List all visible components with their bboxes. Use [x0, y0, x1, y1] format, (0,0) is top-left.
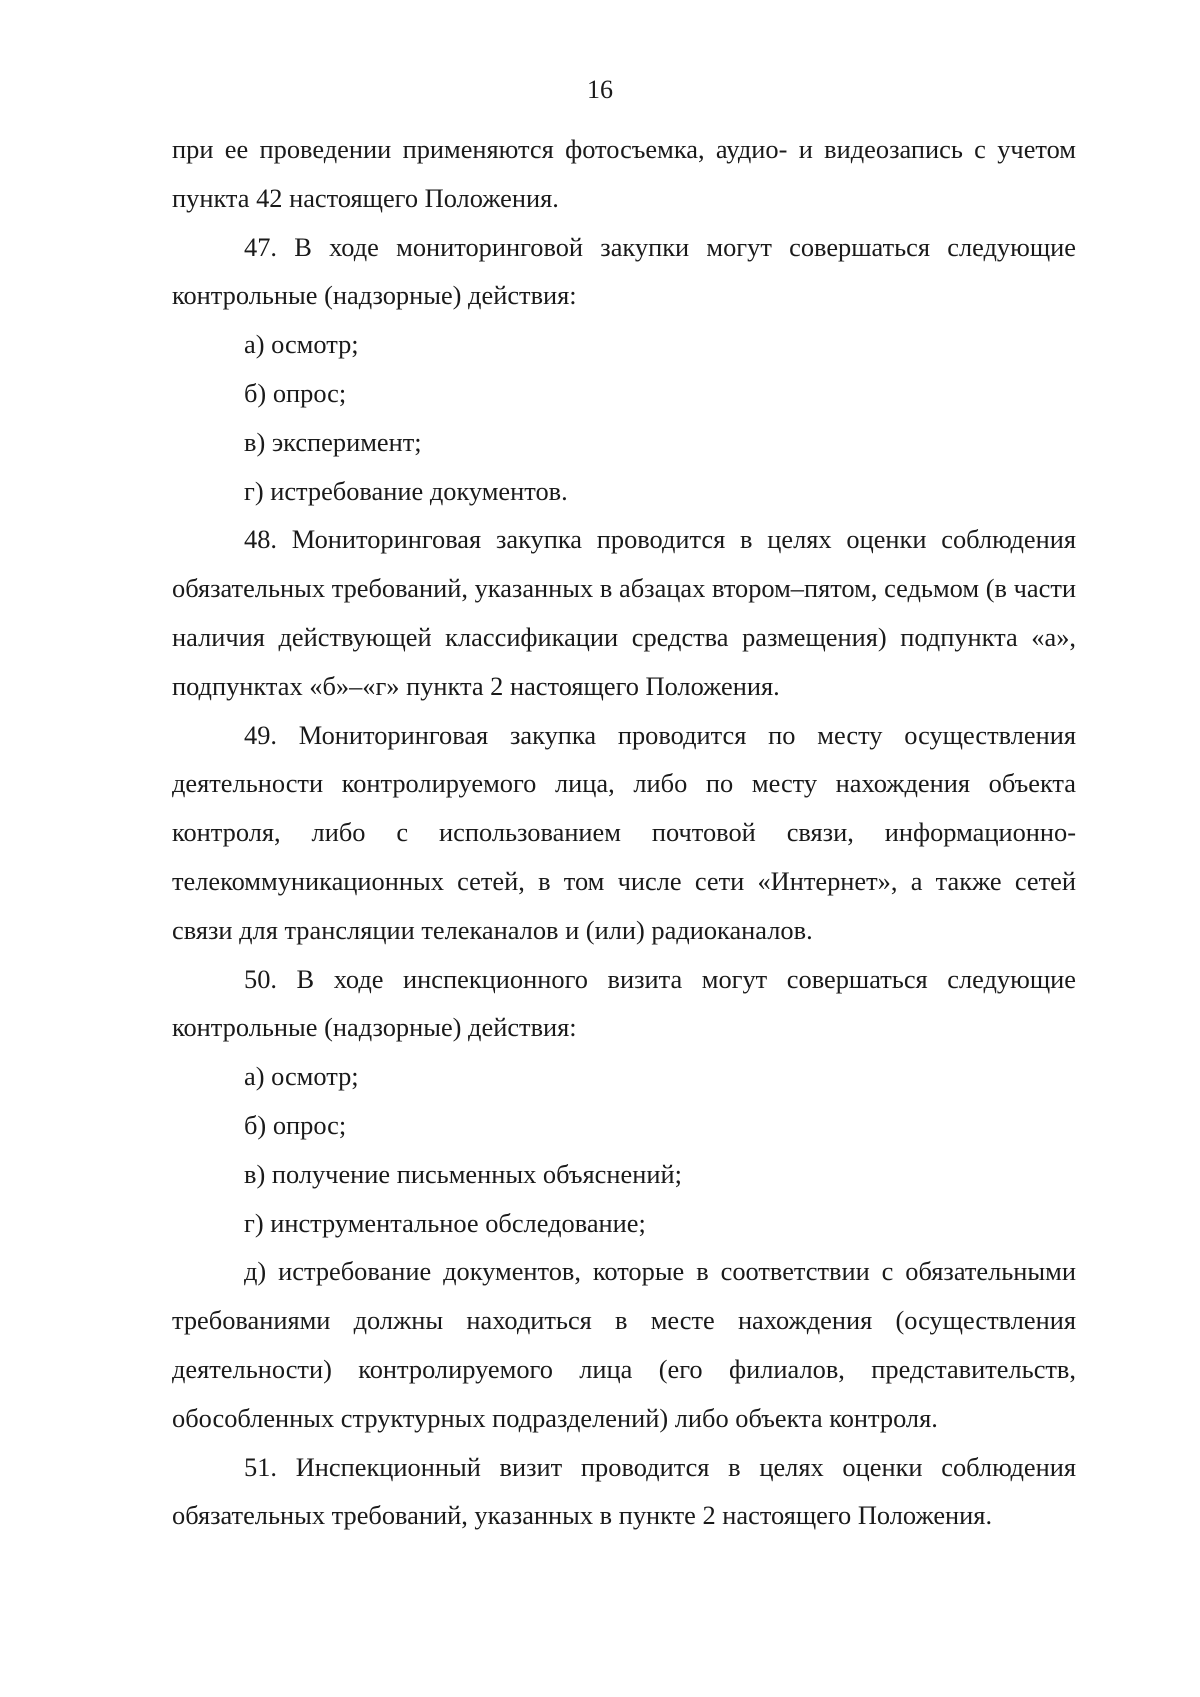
paragraph-51: 51. Инспекционный визит проводится в целях оценки соблюдения обязательных требований, указанных в пункте 2 настоящего Положения. — [172, 1451, 1076, 1531]
paragraph-49: 49. Мониторинговая закупка проводится по месту осуществления деятельности контролируемого лица, либо по месту нахождения объекта контроля, либо с использованием почтовой связи, информационно-телекоммуникационных сетей, в том числе сети «Интернет», а также сетей связи для трансляции телеканалов и (или) радиоканалов. — [172, 719, 1076, 945]
list-item-50b: б) опрос; — [244, 1109, 347, 1140]
list-item-50v: в) получение письменных объяснений; — [244, 1158, 682, 1189]
page-number: 16 — [587, 75, 613, 104]
list-item-50g: г) инструментальное обследование; — [244, 1207, 646, 1238]
list-item-47v: в) эксперимент; — [244, 426, 422, 457]
paragraph-50: 50. В ходе инспекционного визита могут совершаться следующие контрольные (надзорные) действия: — [172, 963, 1076, 1043]
list-item-47g: г) истребование документов. — [244, 475, 568, 506]
paragraph-47: 47. В ходе мониторинговой закупки могут совершаться следующие контрольные (надзорные) действия: — [172, 231, 1076, 311]
paragraph-48: 48. Мониторинговая закупка проводится в целях оценки соблюдения обязательных требований, указанных в абзацах втором–пятом, седьмом (в части наличия действующей классификации средства размещения) подпункта «а», подпунктах «б»–«г» пункта 2 настоящего Положения. — [172, 524, 1076, 701]
list-item-50d: д) истребование документов, которые в соответствии с обязательными требованиями должны находиться в месте нахождения (осуществления деятельности) контролируемого лица (его филиалов, представительств, обособленных структурных подразделений) либо объекта контроля. — [172, 1256, 1076, 1433]
paragraph-continuation: при ее проведении применяются фотосъемка, аудио- и видеозапись с учетом пункта 42 настоящего Положения. — [172, 134, 1076, 213]
list-item-47b: б) опрос; — [244, 377, 347, 408]
document-body — [172, 125, 1076, 1540]
list-item-50a: а) осмотр; — [244, 1061, 359, 1092]
list-item-47a: а) осмотр; — [244, 329, 359, 360]
